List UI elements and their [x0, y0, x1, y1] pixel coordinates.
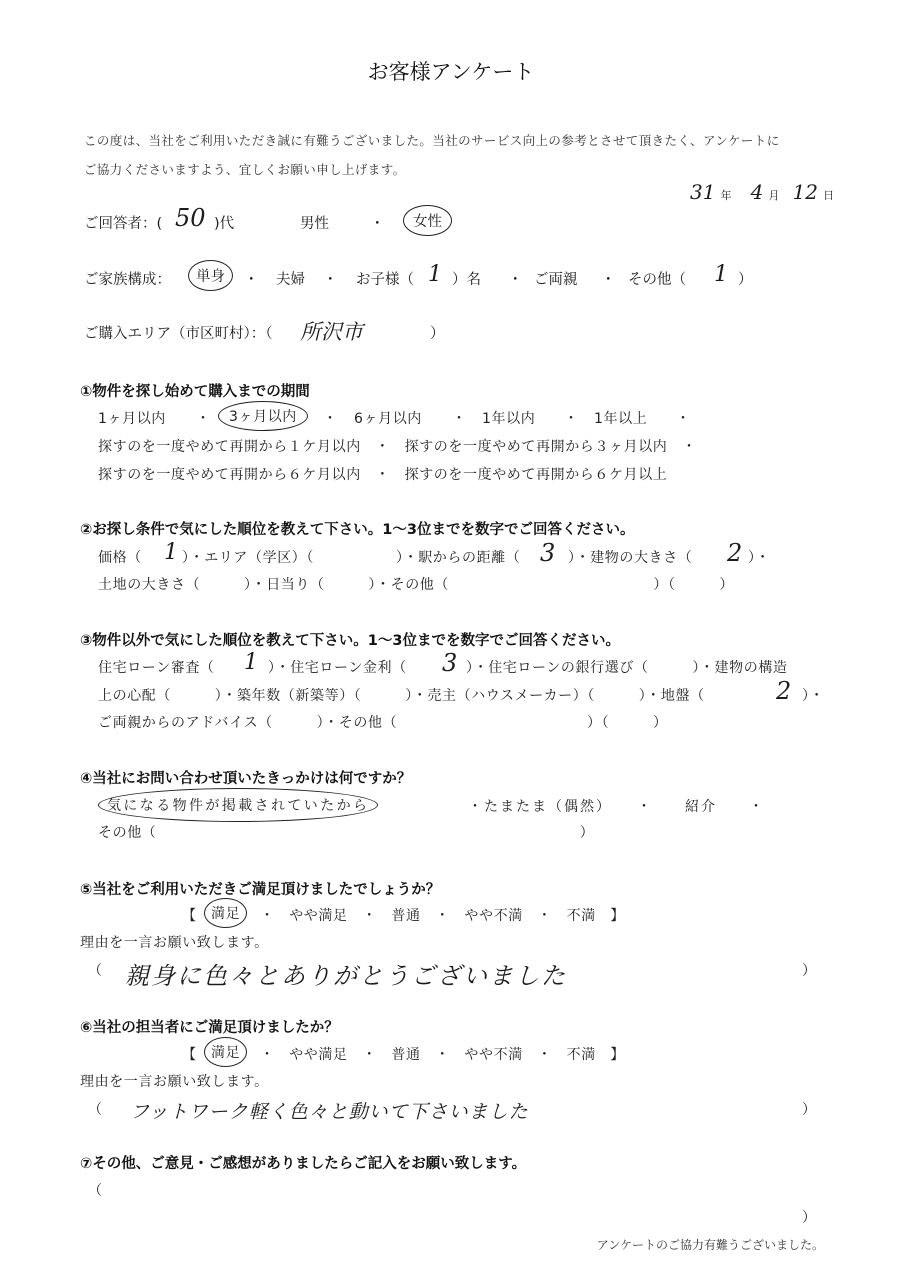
q7-heading: ⑦その他、ご意見・ご感想がありましたらご記入をお願い致します。: [80, 1156, 527, 1172]
q2-price-label: 価格（: [98, 550, 142, 566]
q1-option-6m: 6ヶ月以内: [354, 411, 422, 427]
date-day: 12: [792, 180, 819, 204]
q1-line-3: 探すのを一度やめて再開から６ケ月以内 ・ 探すのを一度やめて再開から６ケ月以上: [98, 467, 668, 483]
area-value: 所沢市: [300, 320, 363, 344]
family-children-label: お子様（: [356, 272, 414, 288]
q3-loan-review-rank: 1: [244, 650, 258, 675]
q2-building-label: ）・建物の大きさ（: [568, 550, 693, 566]
option-male: 男性: [300, 216, 329, 232]
area-label: ご購入エリア（市区町村）：（: [84, 326, 273, 342]
q5-reason-text: 親身に色々とありがとうございました: [125, 962, 567, 990]
intro-line-2: ご協力くださいますよう、宜しくお願い申し上げます。: [84, 162, 406, 177]
respondent-age-suffix: )代: [214, 216, 235, 232]
page-title: お客様アンケート: [367, 60, 535, 84]
family-other-count: 1: [714, 262, 728, 287]
respondent-age: 50: [175, 204, 206, 232]
q3-line-1-rest: ）・住宅ローンの銀行選び（ ）・建物の構造: [466, 660, 788, 676]
family-parents: ご両親: [534, 272, 578, 288]
q5-option-satisfied-selected: 満足: [204, 898, 247, 928]
q1-heading: ①物件を探し始めて購入までの期間: [80, 384, 310, 400]
family-children-count: 1: [428, 262, 442, 287]
q3-loan-review-label: 住宅ローン審査（: [98, 660, 215, 676]
respondent-label: ご回答者：(: [84, 216, 163, 232]
q2-line-2: 土地の大きさ（ ）・日当り（ ）・その他（ ）（ ）: [98, 577, 734, 593]
q4-heading: ④当社にお問い合わせ頂いたきっかけは何ですか？: [80, 771, 412, 787]
q5-reason-label: 理由を一言お願い致します。: [80, 935, 269, 951]
q3-line-3: ご両親からのアドバイス（ ）・その他（ ）（ ）: [98, 715, 668, 731]
q6-reason-text: フットワーク軽く色々と動いて下さいました: [130, 1101, 529, 1123]
q6-option-satisfied-selected: 満足: [204, 1037, 247, 1067]
q2-area-label: ）・エリア（学区）（: [182, 550, 314, 566]
q6-heading: ⑥当社の担当者にご満足頂けましたか？: [80, 1020, 339, 1036]
q2-station-label: ）・駅からの距離（: [396, 550, 521, 566]
q1-line-2: 探すのを一度やめて再開から１ケ月以内 ・ 探すのを一度やめて再開から３ヶ月以内 ・: [98, 439, 697, 455]
q2-heading: ②お探し条件で気にした順位を教えて下さい。1〜3位までを数字でご回答ください。: [80, 522, 635, 538]
q3-loan-rate-rank: 3: [442, 649, 458, 677]
q3-heading: ③物件以外で気にした順位を教えて下さい。1〜3位までを数字でご回答ください。: [80, 633, 620, 649]
q5-options-rest: ・ やや満足 ・ 普通 ・ やや不満 ・ 不満 】: [260, 908, 625, 924]
q3-ground-rank: 2: [776, 677, 792, 705]
q6-options-rest: ・ やや満足 ・ 普通 ・ やや不満 ・ 不満 】: [260, 1047, 625, 1063]
q2-price-rank: 1: [164, 540, 178, 565]
date-year: 31: [690, 180, 716, 204]
footer-thanks: アンケートのご協力有難うございました。: [596, 1238, 824, 1252]
intro-line-1: この度は、当社をご利用いただき誠に有難うございました。当社のサービス向上の参考とさせて頂きたく、アンケートに: [84, 133, 780, 148]
q2-building-rank: 2: [727, 539, 743, 567]
q4-options-rest: ・たまたま（偶然） ・ 紹介 ・: [468, 799, 765, 815]
family-single-selected: 単身: [188, 260, 233, 291]
date-field: 31 年 4 月 12 日: [690, 180, 835, 204]
q1-option-1y: 1年以内: [482, 411, 536, 427]
q1-option-3m-selected: 3ヶ月以内: [218, 401, 308, 431]
q5-heading: ⑤当社をご利用いただきご満足頂けましたでしょうか？: [80, 882, 441, 898]
q3-line-2: 上の心配（ ）・築年数（新築等）（ ）・売主（ハウスメーカー）（ ）・地盤（: [98, 688, 705, 704]
q4-other: その他（ ）: [98, 825, 595, 841]
family-couple: 夫婦: [276, 272, 305, 288]
q1-option-over-1y: 1年以上: [594, 411, 648, 427]
family-label: ご家族構成：: [84, 272, 171, 288]
family-other-label: その他（: [628, 272, 686, 288]
q2-station-rank: 3: [540, 539, 556, 567]
date-month: 4: [750, 180, 764, 204]
q3-loan-rate-label: ）・住宅ローン金利（: [268, 660, 407, 676]
option-female-selected: 女性: [403, 205, 452, 236]
q6-reason-label: 理由を一言お願い致します。: [80, 1074, 269, 1090]
q1-option-1m: 1ヶ月以内: [98, 411, 166, 427]
q4-option-listing-selected: 気になる物件が掲載されていたから: [98, 788, 378, 822]
